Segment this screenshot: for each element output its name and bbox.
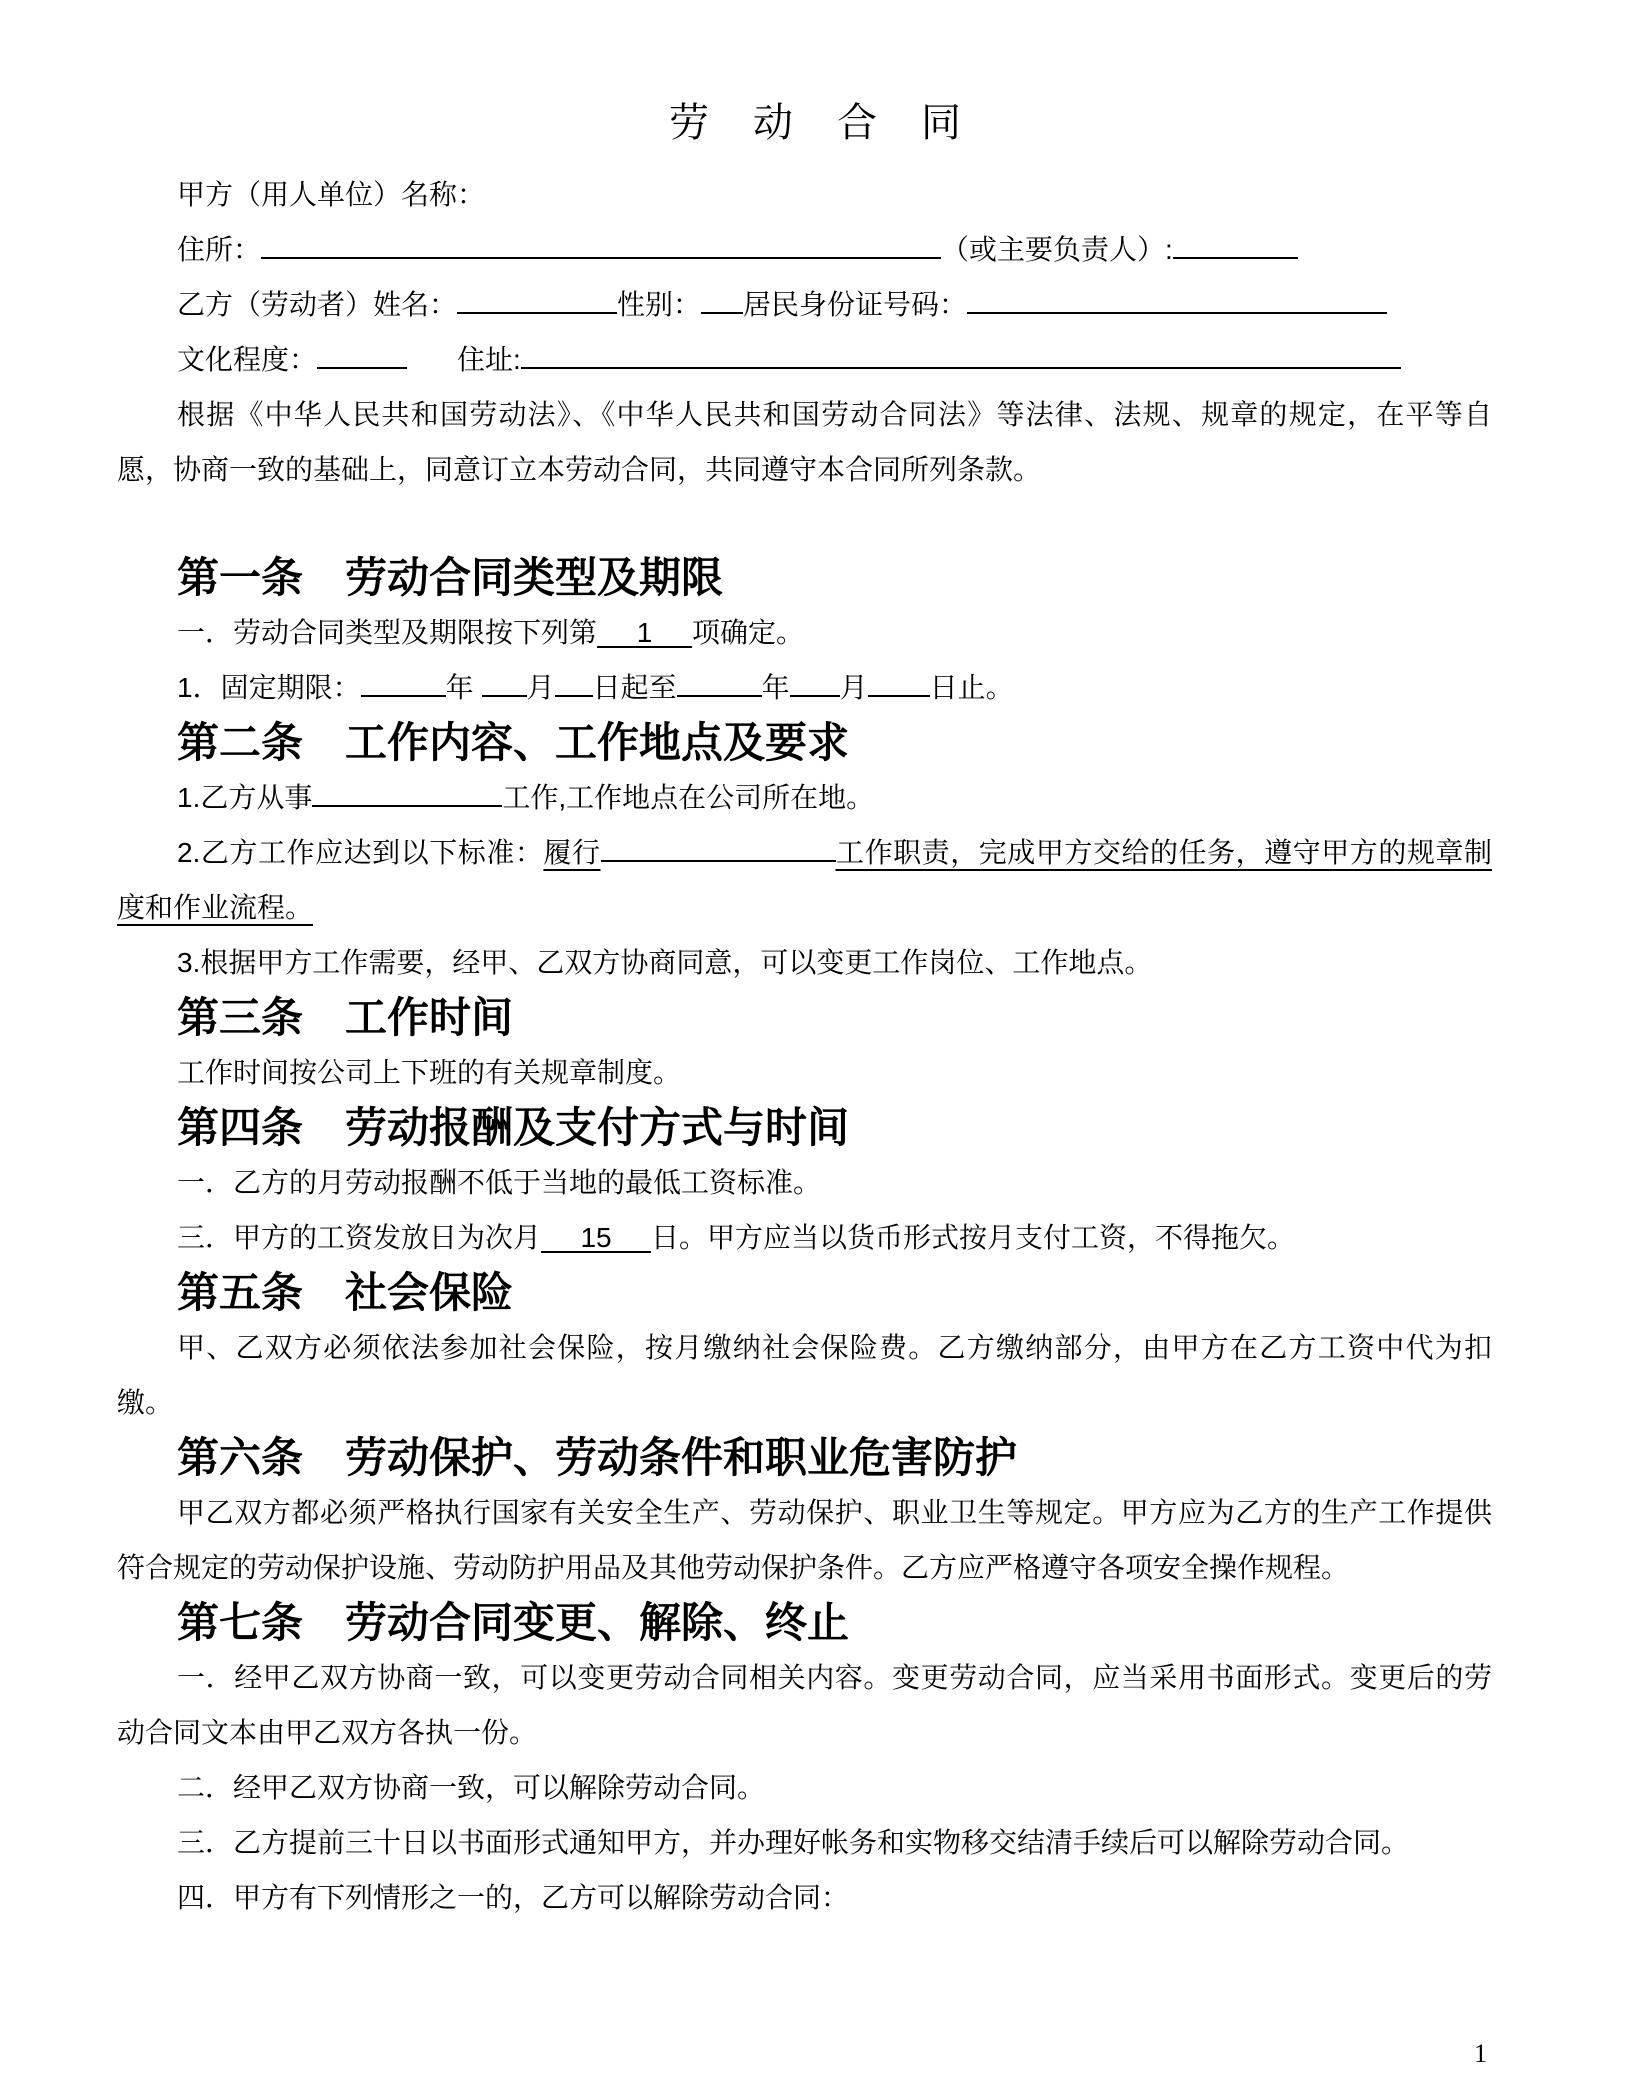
article2-clause3: 3.根据甲方工作需要，经甲、乙双方协商同意，可以变更工作岗位、工作地点。 xyxy=(177,947,1153,978)
employee-education-line xyxy=(117,332,1492,387)
article1-heading: 第一条 劳动合同类型及期限 xyxy=(177,554,724,601)
document-body xyxy=(117,167,1492,1925)
article4-clause1: 一．乙方的月劳动报酬不低于当地的最低工资标准。 xyxy=(177,1167,822,1198)
article6-clause1: 甲乙双方都必须严格执行国家有关安全生产、劳动保护、职业卫生等规定。甲方应为乙方的生产工作提供符合规定的劳动保护设施、劳动防护用品及其他劳动保护条件。乙方应严格遵守各项安全操作规程。 xyxy=(117,1497,1492,1583)
page-number: 1 xyxy=(1474,2039,1487,2068)
article1-clause1 xyxy=(117,605,1492,660)
duty-blank xyxy=(601,832,836,862)
home-address-label: 住址: xyxy=(457,344,521,375)
article7-clause1: 一．经甲乙双方协商一致，可以变更劳动合同相关内容。变更劳动合同，应当采用书面形式。变更后的劳动合同文本由甲乙双方各执一份。 xyxy=(117,1662,1492,1748)
preamble-paragraph: 根据《中华人民共和国劳动法》、《中华人民共和国劳动合同法》等法律、法规、规章的规定，在平等自愿，协商一致的基础上，同意订立本劳动合同，共同遵守本合同所列条款。 xyxy=(117,399,1492,485)
article4-heading: 第四条 劳动报酬及支付方式与时间 xyxy=(177,1104,850,1151)
article2-clause2-prefix: 2.乙方工作应达到以下标准： xyxy=(177,837,544,868)
article7-clause2: 二．经甲乙双方协商一致，可以解除劳动合同。 xyxy=(177,1772,766,1803)
article2-clause1 xyxy=(117,770,1492,825)
article1-clause1-suffix: 项确定。 xyxy=(692,617,805,648)
gender-label: 性别： xyxy=(617,289,702,320)
document-title: 劳 动 合 同 xyxy=(669,100,963,145)
id-number-blank xyxy=(967,284,1387,314)
education-label: 文化程度： xyxy=(177,344,318,375)
term-end-year-blank xyxy=(677,667,762,697)
term-year2-label: 年 xyxy=(761,672,790,703)
principal-label: （或主要负责人）: xyxy=(941,234,1173,265)
gender-blank xyxy=(701,284,743,314)
payday-blank: 15 xyxy=(541,1223,651,1253)
article2-clause2-fill-tail: 工作职责，完成甲方交给的任务，遵守甲方的规章制度和作业流程。 xyxy=(117,837,1492,923)
employee-name-label: 乙方（劳动者）姓名： xyxy=(177,289,458,320)
article2-clause2-fill-lead: 履行 xyxy=(543,837,601,868)
article5-heading: 第五条 社会保险 xyxy=(177,1269,514,1316)
term-start-year-blank xyxy=(361,667,446,697)
article3-heading: 第三条 工作时间 xyxy=(177,994,514,1041)
home-address-blank xyxy=(521,339,1401,369)
term-start-label: 日起至 xyxy=(592,672,677,703)
term-month1-label: 月 xyxy=(526,672,555,703)
term-month2-label: 月 xyxy=(839,672,868,703)
article6-heading: 第六条 劳动保护、劳动条件和职业危害防护 xyxy=(177,1434,1018,1481)
article7-heading: 第七条 劳动合同变更、解除、终止 xyxy=(177,1599,850,1646)
section-spacer xyxy=(117,497,1492,550)
term-start-month-blank xyxy=(482,667,527,697)
address-blank xyxy=(261,229,941,259)
article1-clause1-prefix: 一．劳动合同类型及期限按下列第 xyxy=(177,617,598,648)
article5-clause1: 甲、乙双方必须依法参加社会保险，按月缴纳社会保险费。乙方缴纳部分，由甲方在乙方工资中代为扣缴。 xyxy=(117,1332,1492,1418)
term-year1-label: 年 xyxy=(445,672,474,703)
term-end-day-blank xyxy=(868,667,930,697)
employer-address-line xyxy=(117,222,1492,277)
article1-term-line xyxy=(117,660,1492,715)
article4-clause2-prefix: 三．甲方的工资发放日为次月 xyxy=(177,1222,542,1253)
contract-page xyxy=(0,95,1632,2079)
education-blank xyxy=(317,339,407,369)
term-end-label: 日止。 xyxy=(929,672,1014,703)
article3-clause1: 工作时间按公司上下班的有关规章制度。 xyxy=(177,1057,682,1088)
article4-clause2 xyxy=(117,1210,1492,1265)
article7-clause4: 四．甲方有下列情形之一的，乙方可以解除劳动合同： xyxy=(177,1882,850,1913)
term-end-month-blank xyxy=(790,667,840,697)
employee-name-blank xyxy=(457,284,617,314)
principal-blank xyxy=(1173,229,1298,259)
term-start-day-blank xyxy=(555,667,593,697)
job-title-blank xyxy=(312,777,502,807)
employer-name-line xyxy=(117,167,1492,222)
employee-identity-line xyxy=(117,277,1492,332)
article2-heading: 第二条 工作内容、工作地点及要求 xyxy=(177,719,850,766)
article7-clause3: 三．乙方提前三十日以书面形式通知甲方，并办理好帐务和实物移交结清手续后可以解除劳动合同。 xyxy=(177,1827,1410,1858)
employer-name-label: 甲方（用人单位）名称： xyxy=(177,179,486,210)
article1-term-prefix: 1．固定期限： xyxy=(177,672,361,703)
article4-clause2-suffix: 日。甲方应当以货币形式按月支付工资，不得拖欠。 xyxy=(651,1222,1296,1253)
article2-clause2 xyxy=(117,825,1492,935)
article2-clause1-suffix: 工作,工作地点在公司所在地。 xyxy=(502,782,875,813)
article1-item-blank: 1 xyxy=(597,618,692,648)
article2-clause1-prefix: 1.乙方从事 xyxy=(177,782,313,813)
id-number-label: 居民身份证号码： xyxy=(743,289,968,320)
address-label: 住所： xyxy=(177,234,262,265)
